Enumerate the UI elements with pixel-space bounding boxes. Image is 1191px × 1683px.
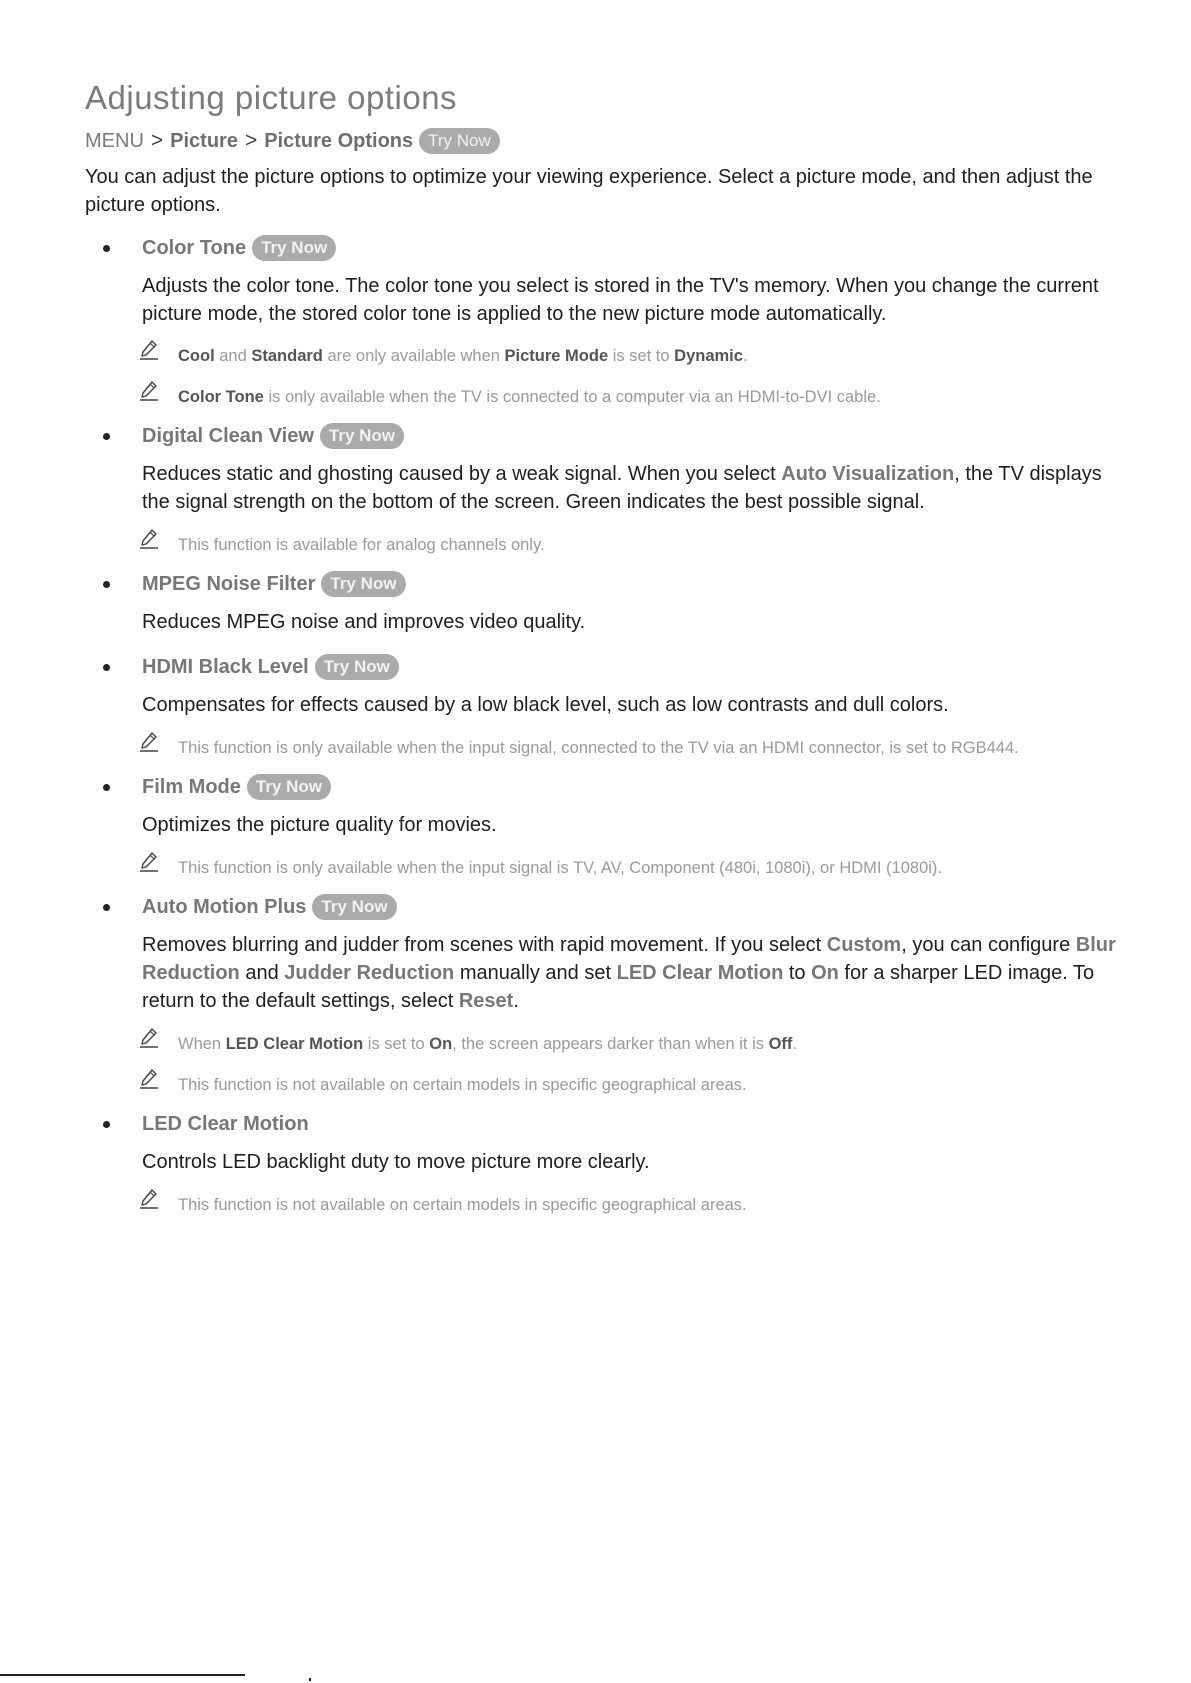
- note: [142, 1073, 1120, 1097]
- desc-text: for a sharper LED image. To return to the default settings, select: [142, 962, 1095, 1012]
- pencil-note-icon: [137, 850, 161, 874]
- item-title-label[interactable]: Film Mode: [142, 776, 241, 798]
- note: [142, 1193, 1120, 1217]
- pencil-note-icon: [137, 379, 161, 403]
- note-text: This function is available for analog channels only.: [178, 536, 545, 554]
- footer-mark: [309, 1678, 311, 1681]
- item-description: [142, 460, 1120, 516]
- note-keyword: Dynamic: [674, 347, 743, 365]
- try-now-button[interactable]: Try Now: [320, 423, 404, 449]
- desc-text: , the TV displays the signal strength on the bottom of the screen. Green indicates the best possible signal.: [142, 463, 1102, 513]
- breadcrumb: [85, 128, 1120, 154]
- try-now-button[interactable]: Try Now: [321, 571, 405, 597]
- chevron-right-icon: >: [150, 129, 164, 152]
- note-text: .: [792, 1035, 798, 1053]
- note: [142, 1032, 1120, 1056]
- breadcrumb-picture-options[interactable]: Picture Options: [264, 130, 414, 152]
- item-title: [142, 892, 1120, 922]
- desc-text: .: [513, 990, 519, 1012]
- bullet-icon: [103, 581, 110, 588]
- pencil-note-icon: [137, 338, 161, 362]
- item-title: [142, 772, 1120, 802]
- item-title-label[interactable]: HDMI Black Level: [142, 656, 309, 678]
- item-title: [142, 233, 1120, 263]
- item-title: [142, 1109, 1120, 1139]
- desc-keyword: Custom: [826, 934, 902, 956]
- pencil-note-icon: [137, 1026, 161, 1050]
- desc-keyword: LED Clear Motion: [616, 962, 784, 984]
- item-mpeg-noise-filter: [142, 569, 1120, 636]
- desc-keyword: Blur Reduction: [142, 934, 1116, 984]
- try-now-button[interactable]: Try Now: [315, 654, 399, 680]
- item-title-label[interactable]: MPEG Noise Filter: [142, 573, 316, 595]
- bullet-icon: [103, 245, 110, 252]
- desc-text: to: [783, 962, 812, 984]
- note-text: When: [178, 1035, 226, 1053]
- bullet-icon: [103, 1121, 110, 1128]
- try-now-button[interactable]: Try Now: [419, 128, 500, 154]
- item-auto-motion-plus: [142, 892, 1120, 1097]
- try-now-button[interactable]: Try Now: [252, 235, 336, 261]
- item-title-label[interactable]: LED Clear Motion: [142, 1113, 309, 1135]
- note-text: are only available when: [322, 347, 505, 365]
- pencil-note-icon: [137, 527, 161, 551]
- note-text: This function is only available when the input signal is TV, AV, Component (480i, 1080i), or HDMI (1080i).: [178, 859, 943, 877]
- item-led-clear-motion: [142, 1109, 1120, 1217]
- note: [142, 385, 1120, 409]
- bullet-icon: [103, 433, 110, 440]
- item-title-label[interactable]: Color Tone: [142, 237, 247, 259]
- chevron-right-icon: >: [244, 129, 258, 152]
- note: [142, 344, 1120, 368]
- note-keyword: Off: [768, 1035, 793, 1053]
- note-text: This function is only available when the input signal, connected to the TV via an HDMI connector, is set to RGB444.: [178, 739, 1019, 757]
- desc-text: Removes blurring and judder from scenes with rapid movement. If you select: [142, 934, 827, 956]
- item-description: Adjusts the color tone. The color tone you select is stored in the TV's memory. When you change the current picture mode, the stored color tone is applied to the new picture mode automatically.: [142, 275, 1099, 325]
- note: [142, 736, 1120, 760]
- desc-text: manually and set: [454, 962, 617, 984]
- breadcrumb-menu: MENU: [85, 130, 144, 152]
- item-description: Optimizes the picture quality for movies.: [142, 814, 497, 836]
- note-text: This function is not available on certain models in specific geographical areas.: [178, 1196, 747, 1214]
- note-text: and: [214, 347, 252, 365]
- breadcrumb-picture[interactable]: Picture: [170, 130, 238, 152]
- desc-keyword: On: [811, 962, 839, 984]
- try-now-button[interactable]: Try Now: [312, 894, 396, 920]
- note-keyword: Picture Mode: [504, 347, 609, 365]
- note: [142, 856, 1120, 880]
- note-keyword: Color Tone: [178, 388, 264, 406]
- desc-keyword: Reset: [458, 990, 514, 1012]
- note-keyword: Standard: [251, 347, 323, 365]
- item-title: [142, 421, 1120, 451]
- item-description: Controls LED backlight duty to move picture more clearly.: [142, 1151, 650, 1173]
- desc-keyword: Auto Visualization: [781, 463, 955, 485]
- item-title: [142, 652, 1120, 682]
- item-description: [142, 931, 1120, 1015]
- intro-text: You can adjust the picture options to optimize your viewing experience. Select a picture mode, and then adjust the picture options.: [85, 166, 1093, 216]
- bullet-icon: [103, 904, 110, 911]
- item-film-mode: [142, 772, 1120, 880]
- note: [142, 533, 1120, 557]
- note-keyword: Cool: [178, 347, 215, 365]
- note-text: is only available when the TV is connected to a computer via an HDMI-to-DVI cable.: [263, 388, 881, 406]
- desc-text: Reduces static and ghosting caused by a weak signal. When you select: [142, 463, 782, 485]
- item-title-label[interactable]: Auto Motion Plus: [142, 896, 307, 918]
- desc-keyword: Judder Reduction: [284, 962, 455, 984]
- bullet-icon: [103, 784, 110, 791]
- item-digital-clean-view: [142, 421, 1120, 557]
- note-keyword: LED Clear Motion: [225, 1035, 364, 1053]
- item-title-label[interactable]: Digital Clean View: [142, 425, 314, 447]
- note-keyword: On: [429, 1035, 453, 1053]
- note-text: is set to: [363, 1035, 430, 1053]
- note-text: is set to: [608, 347, 675, 365]
- pencil-note-icon: [137, 730, 161, 754]
- item-title: [142, 569, 1120, 599]
- note-text: , the screen appears darker than when it is: [452, 1035, 769, 1053]
- pencil-note-icon: [137, 1187, 161, 1211]
- pencil-note-icon: [137, 1067, 161, 1091]
- try-now-button[interactable]: Try Now: [247, 774, 331, 800]
- footer-rule: [0, 1674, 245, 1676]
- page-content: [85, 78, 1120, 1217]
- bullet-icon: [103, 664, 110, 671]
- item-description: Compensates for effects caused by a low black level, such as low contrasts and dull colors.: [142, 694, 949, 716]
- item-description: Reduces MPEG noise and improves video quality.: [142, 611, 586, 633]
- item-hdmi-black-level: [142, 652, 1120, 760]
- note-text: .: [742, 347, 748, 365]
- page-title: Adjusting picture options: [85, 79, 458, 116]
- note-text: This function is not available on certain models in specific geographical areas.: [178, 1076, 747, 1094]
- desc-text: and: [239, 962, 285, 984]
- item-color-tone: [142, 233, 1120, 409]
- desc-text: , you can configure: [901, 934, 1076, 956]
